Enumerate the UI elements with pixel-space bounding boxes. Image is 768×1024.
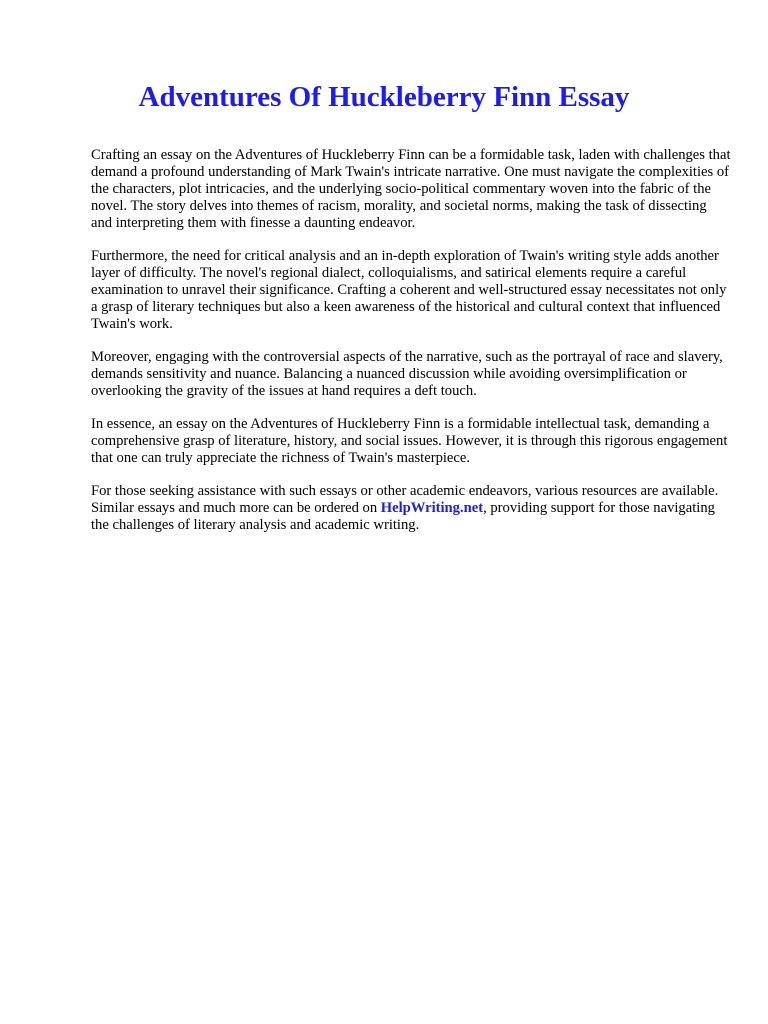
paragraph-2: Furthermore, the need for critical analysis and an in-depth exploration of Twain's writing style adds another layer of difficulty. The novel's regional dialect, colloquialisms, and satirical elements require a careful examination to unravel their significance. Crafting a coherent and well-structured essay necessitates not only a grasp of literary techniques but also a keen awareness of the historical and cultural context that influenced Twain's work.	[91, 248, 727, 332]
paragraph-5	[91, 483, 731, 534]
paragraph-3: Moreover, engaging with the controversial aspects of the narrative, such as the portrayal of race and slavery, demands sensitivity and nuance. Balancing a nuanced discussion while avoiding oversimplification or overlooking the gravity of the issues at hand requires a deft touch.	[91, 349, 723, 399]
page-title: Adventures Of Huckleberry Finn Essay	[138, 81, 630, 113]
paragraph-5-text-after-link: , providing support for those navigating the challenges of literary analysis and academic writing.	[91, 500, 715, 533]
paragraph-5-text-before-link: For those seeking assistance with such essays or other academic endeavors, various resources are available. Similar essays and much more can be ordered on	[91, 483, 719, 516]
paragraph-1: Crafting an essay on the Adventures of Huckleberry Finn can be a formidable task, laden with challenges that demand a profound understanding of Mark Twain's intricate narrative. One must navigate the complexities of the characters, plot intricacies, and the underlying socio-political commentary woven into the fabric of the novel. The story delves into themes of racism, morality, and societal norms, making the task of dissecting and interpreting them with finesse a daunting endeavor.	[91, 147, 731, 231]
paragraph-4: In essence, an essay on the Adventures of Huckleberry Finn is a formidable intellectual task, demanding a comprehensive grasp of literature, history, and social issues. However, it is through this rigorous engagement that one can truly appreciate the richness of Twain's masterpiece.	[91, 416, 728, 466]
helpwriting-link[interactable]: HelpWriting.net	[380, 500, 484, 516]
essay-body	[91, 147, 731, 550]
